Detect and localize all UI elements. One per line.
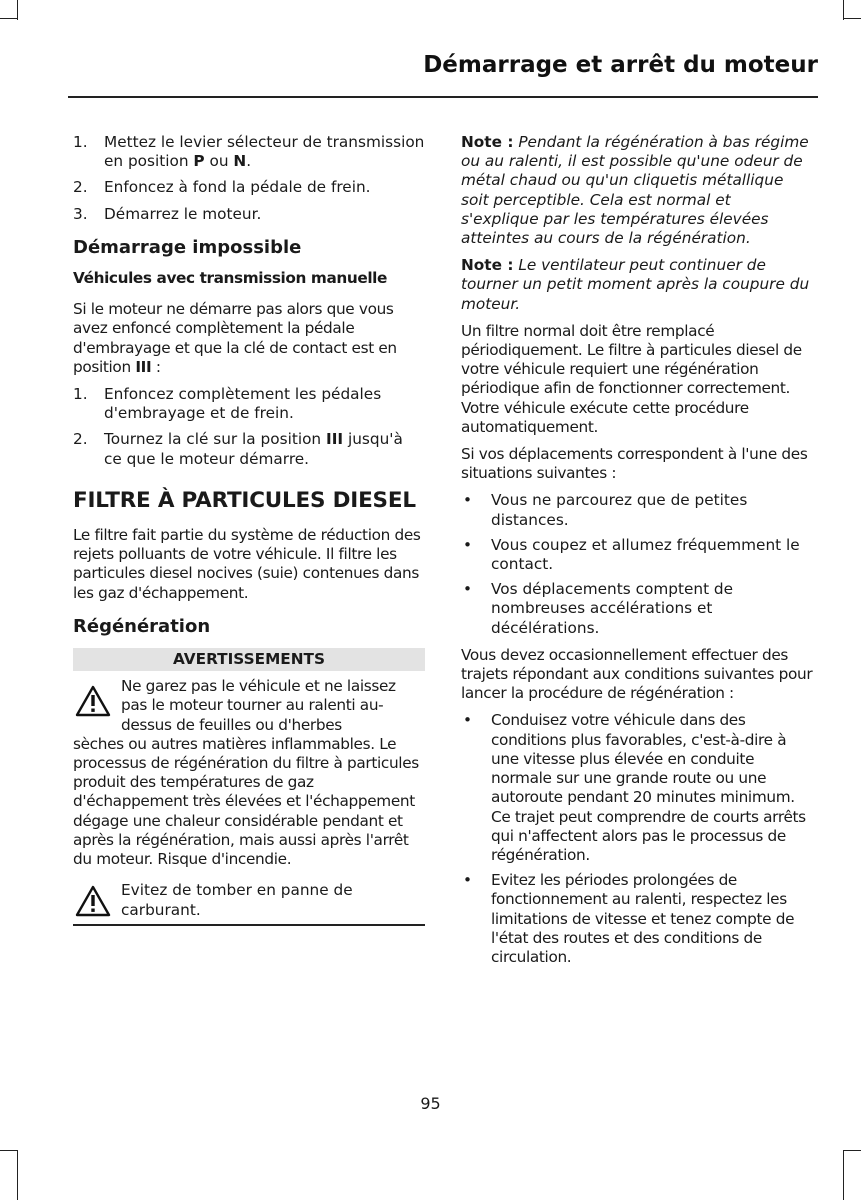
list-item	[461, 711, 813, 865]
warning-1	[73, 677, 425, 869]
heading-regeneration: Régénération	[73, 615, 211, 637]
page-number: 95	[420, 1094, 441, 1113]
bullet: •	[463, 871, 472, 890]
paragraph-situations: Si vos déplacements correspondent à l'une des situations suivantes :	[461, 445, 808, 483]
header-rule	[68, 96, 818, 98]
warnings-end-rule	[73, 924, 425, 926]
heading-start-fail: Démarrage impossible	[73, 236, 302, 258]
step-number: 1.	[73, 133, 88, 151]
crop-mark-top-right-h	[843, 18, 861, 19]
bullet: •	[463, 580, 473, 599]
heading-diesel-particulate-filter: FILTRE À PARTICULES DIESEL	[73, 487, 416, 513]
step-item	[73, 178, 425, 197]
note-text: Le ventilateur peut continuer de tourner un petit moment après la coupure du moteur.	[461, 256, 810, 313]
crop-mark-bottom-left-h	[0, 1150, 18, 1151]
page-title: Démarrage et arrêt du moteur	[423, 52, 818, 78]
warning-triangle-icon	[75, 685, 111, 717]
bullet: •	[463, 711, 472, 730]
step-item	[73, 430, 425, 468]
step-text: jusqu'à ce que le moteur démarre.	[104, 430, 403, 468]
list-item	[461, 580, 813, 638]
bullet: •	[463, 535, 473, 554]
key-position: III	[326, 430, 344, 449]
step-text: Enfoncez complètement les pédales d'embrayage et de frein.	[104, 385, 382, 423]
note-label: Note :	[461, 133, 514, 151]
step-text: Tournez la clé sur la position	[104, 430, 326, 449]
paragraph-filter: Un filtre normal doit être remplacé périodiquement. Le filtre à particules diesel de votre véhicule requiert une régénération périodique afin de fonctionner correctement. Votre véhicule exécute cette procédure automatiquement.	[461, 321, 802, 436]
warning-2	[73, 881, 425, 919]
crop-mark-top-left-h	[0, 18, 18, 19]
note-2	[461, 256, 813, 314]
list-item-text: Vos déplacements comptent de nombreuses accélérations et décélérations.	[491, 580, 734, 637]
heading-manual-transmission: Véhicules avec transmission manuelle	[73, 269, 387, 288]
step-text: ou	[204, 152, 234, 171]
step-item	[73, 385, 425, 423]
note-text: Pendant la régénération à bas régime ou au ralenti, il est possible qu'une odeur de métal chaud ou qu'un cliquetis métallique soit perceptible. Cela est normal et s'explique par les températures élevées atteintes au cours de la régénération.	[461, 133, 809, 248]
bullet: •	[463, 491, 473, 510]
crop-mark-bottom-right-h	[843, 1150, 861, 1151]
left-column	[73, 133, 425, 926]
step-text: Mettez le levier sélecteur de transmission en position	[104, 133, 425, 171]
step-item	[73, 205, 425, 224]
list-item	[461, 871, 813, 967]
list-item-text: Evitez les périodes prolongées de fonctionnement au ralenti, respectez les limitations de vitesse et tenez compte de l'état des routes et des conditions de circulation.	[491, 871, 795, 966]
step-number: 1.	[73, 385, 88, 404]
list-item-text: Vous ne parcourez que de petites distances.	[491, 491, 748, 529]
note-label: Note :	[461, 256, 514, 275]
paragraph-text: :	[151, 357, 161, 376]
crop-mark-top-left-v	[17, 0, 18, 20]
paragraph-dpf: Le filtre fait partie du système de réduction des rejets polluants de votre véhicule. Il filtre les particules diesel nocives (suie) contenues dans les gaz d'échappement.	[73, 526, 421, 602]
step-text: Démarrez le moteur.	[104, 204, 262, 223]
gear-p: P	[193, 152, 205, 171]
paragraph-conditions: Vous devez occasionnellement effectuer des trajets répondant aux conditions suivantes pour lancer la procédure de régénération :	[461, 645, 813, 703]
list-item-text: Conduisez votre véhicule dans des conditions plus favorables, c'est-à-dire à une vitesse plus élevée en conduite normale sur une grande route ou une autoroute pendant 20 minutes minimum. Ce trajet peut comprendre de courts arrêts qui n'affectent alors pas le processus de régénération.	[491, 711, 806, 864]
step-number: 2.	[73, 178, 88, 197]
step-text: Enfoncez à fond la pédale de frein.	[104, 178, 371, 197]
step-text: .	[246, 152, 252, 171]
step-item	[73, 133, 425, 171]
warning-1-text: sèches ou autres matières inflammables. Le processus de régénération du filtre à particules produit des températures de gaz d'échappement très élevées et l'échappement dégage une chaleur considérable pendant et après la régénération, mais aussi après l'arrêt du moteur. Risque d'incendie.	[73, 734, 419, 869]
list-item-text: Vous coupez et allumez fréquemment le contact.	[491, 535, 800, 574]
crop-mark-bottom-left-v	[17, 1150, 18, 1200]
list-item	[461, 536, 813, 574]
crop-mark-top-right-v	[843, 0, 844, 20]
step-number: 2.	[73, 430, 88, 449]
note-1	[461, 133, 813, 248]
key-position: III	[135, 357, 152, 376]
warnings-header: AVERTISSEMENTS	[73, 648, 425, 671]
list-item	[461, 491, 813, 529]
crop-mark-bottom-right-v	[843, 1150, 844, 1200]
right-column	[461, 133, 813, 973]
warning-1-text-indent: Ne garez pas le véhicule et ne laissez pas le moteur tourner au ralenti au-dessus de feuilles ou d'herbes	[121, 677, 396, 734]
gear-n: N	[233, 152, 247, 171]
paragraph-text: Si le moteur ne démarre pas alors que vous avez enfoncé complètement la pédale d'embrayage et que la clé de contact est en position	[73, 300, 397, 376]
warning-triangle-icon	[75, 885, 111, 917]
paragraph-manual	[73, 300, 425, 377]
warning-2-text: Evitez de tomber en panne de carburant.	[121, 881, 353, 919]
step-number: 3.	[73, 204, 88, 223]
